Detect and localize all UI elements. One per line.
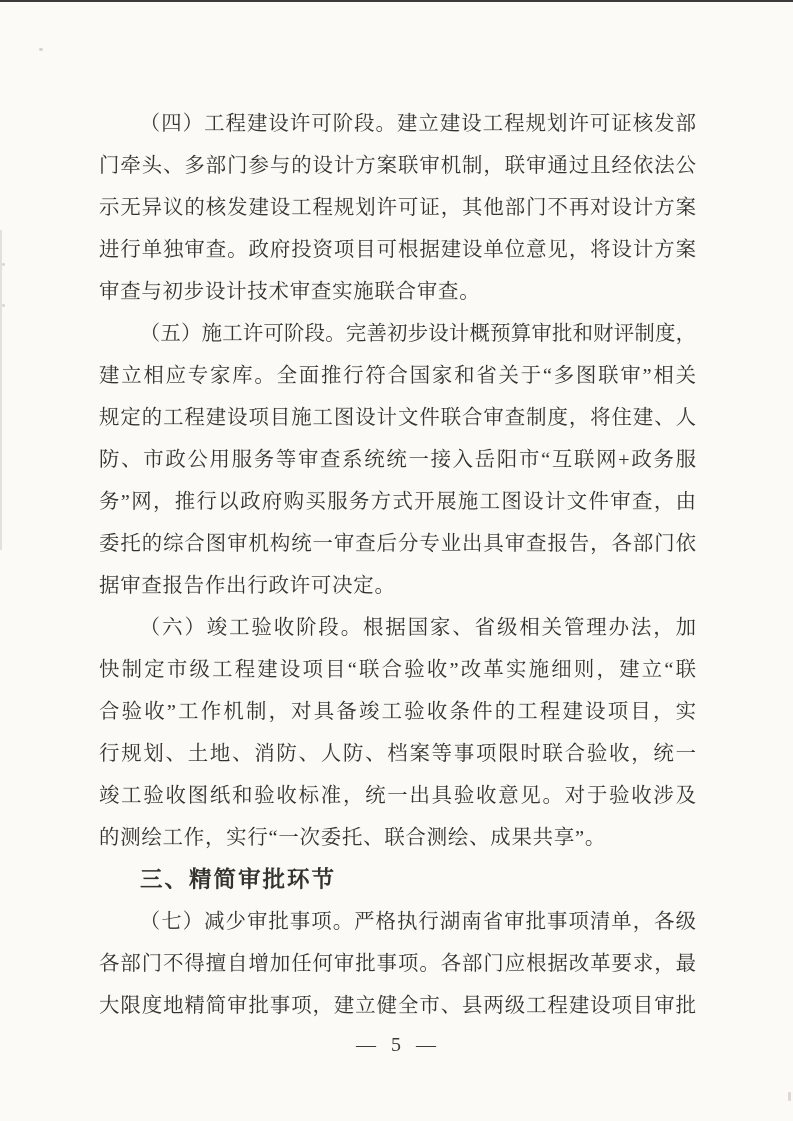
text-line: 门牵头、多部门参与的设计方案联审机制，联审通过且经依法公 xyxy=(99,155,696,177)
text-line: 建立相应专家库。全面推行符合国家和省关于“多图联审”相关 xyxy=(99,365,696,387)
scan-speck xyxy=(2,263,5,266)
paragraph-work-permit-stage xyxy=(99,313,696,607)
text-line: 合验收”工作机制，对具备竣工验收条件的工程建设项目，实 xyxy=(99,701,696,723)
scan-left-edge-artifact xyxy=(0,230,2,550)
paragraph-completion-acceptance-stage xyxy=(99,607,696,859)
section-heading: 三、精简审批环节 xyxy=(140,867,337,892)
text-line: 审查与初步设计技术审查实施联合审查。 xyxy=(99,281,481,303)
text-line: 竣工验收图纸和验收标准，统一出具验收意见。对于验收涉及 xyxy=(99,785,696,807)
text-line: 示无异议的核发建设工程规划许可证，其他部门不再对设计方案 xyxy=(99,197,696,219)
scan-speck xyxy=(39,48,43,51)
text-line: （四）工程建设许可阶段。建立建设工程规划许可证核发部 xyxy=(139,113,696,135)
text-line: 据审查报告作出行政许可决定。 xyxy=(99,575,396,597)
paragraph-reduce-approval-items xyxy=(99,901,696,1027)
body-content xyxy=(99,103,696,1027)
page-number: — 5 — xyxy=(356,1034,437,1056)
text-line: 行规划、土地、消防、人防、档案等事项限时联合验收，统一 xyxy=(99,743,696,765)
text-line: 委托的综合图审机构统一审查后分专业出具审查报告，各部门依 xyxy=(99,533,696,555)
text-line: （七）减少审批事项。严格执行湖南省审批事项清单，各级 xyxy=(139,911,696,933)
text-line: 进行单独审查。政府投资项目可根据建设单位意见，将设计方案 xyxy=(99,239,696,261)
text-line: 各部门不得擅自增加任何审批事项。各部门应根据改革要求，最 xyxy=(99,953,696,975)
scan-speck xyxy=(2,304,5,307)
text-line: 防、市政公用服务等审查系统统一接入岳阳市“互联网+政务服 xyxy=(99,449,696,471)
scan-top-edge-artifact xyxy=(0,0,793,2)
text-line: （五）施工许可阶段。完善初步设计概预算审批和财评制度， xyxy=(139,323,696,345)
text-line: 规定的工程建设项目施工图设计文件联合审查制度，将住建、人 xyxy=(99,407,696,429)
text-line: 务”网，推行以政府购买服务方式开展施工图设计文件审查，由 xyxy=(99,491,696,513)
scan-speck xyxy=(788,1092,791,1101)
text-line: 大限度地精简审批事项，建立健全市、县两级工程建设项目审批 xyxy=(99,995,696,1017)
text-line: 快制定市级工程建设项目“联合验收”改革实施细则，建立“联 xyxy=(99,659,696,681)
text-line: 的测绘工作，实行“一次委托、联合测绘、成果共享”。 xyxy=(99,827,607,849)
paragraph-construction-permit-stage xyxy=(99,103,696,313)
text-line: （六）竣工验收阶段。根据国家、省级相关管理办法，加 xyxy=(139,617,696,639)
